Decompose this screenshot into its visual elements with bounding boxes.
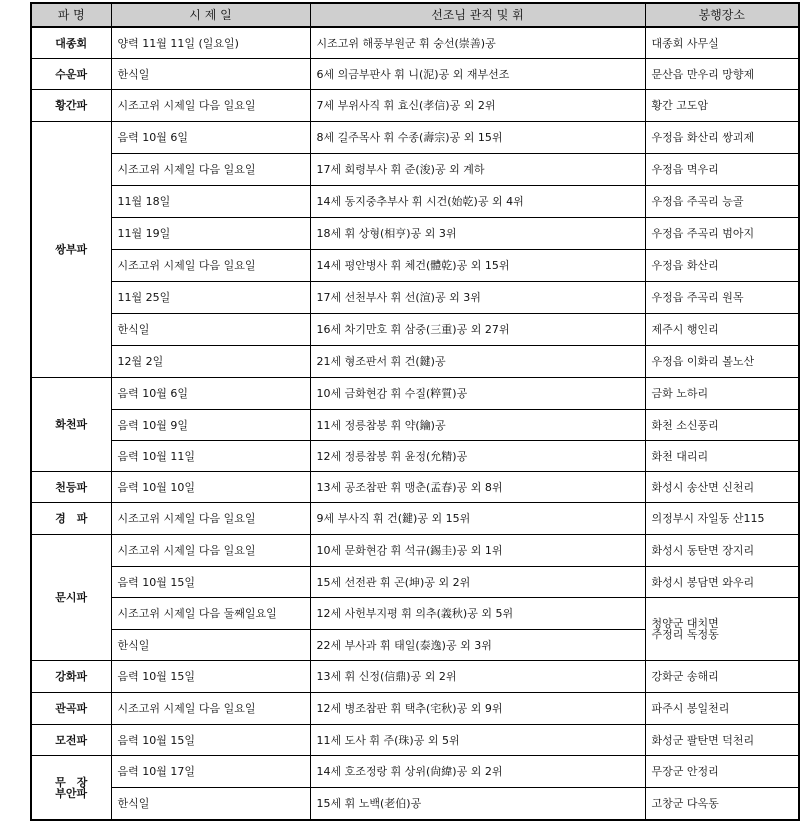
ancestor-cell: 8세 길주목사 휘 수종(壽宗)공 외 15위	[310, 122, 645, 154]
table-row	[31, 59, 799, 90]
header-date: 시 제 일	[111, 3, 310, 27]
place-cell: 황간 고도암	[645, 90, 799, 122]
table-row	[31, 218, 799, 250]
table-row	[31, 378, 799, 410]
ancestor-cell: 10세 문화현감 휘 석규(錫圭)공 외 1위	[310, 535, 645, 567]
branch-cell: 수운파	[31, 59, 111, 90]
table-row	[31, 314, 799, 346]
place-cell: 의정부시 자일동 산115	[645, 503, 799, 535]
ancestor-cell: 10세 금화현감 휘 수질(粹質)공	[310, 378, 645, 410]
sije-schedule-table	[30, 2, 800, 821]
date-cell: 한식일	[111, 788, 310, 821]
date-cell: 12월 2일	[111, 346, 310, 378]
table-row	[31, 598, 799, 630]
ancestor-cell: 17세 회령부사 휘 준(浚)공 외 계하	[310, 154, 645, 186]
branch-cell: 문시파	[31, 535, 111, 661]
ancestor-cell: 13세 휘 신정(信鼎)공 외 2위	[310, 661, 645, 693]
table-row	[31, 90, 799, 122]
place-cell: 화성시 봉담면 와우리	[645, 567, 799, 598]
place-cell: 우정읍 주곡리 범아지	[645, 218, 799, 250]
ancestor-cell: 시조고위 해풍부원군 휘 숭선(崇善)공	[310, 27, 645, 59]
date-cell: 11월 25일	[111, 282, 310, 314]
place-cell: 우정읍 화산리 쌍괴제	[645, 122, 799, 154]
place-cell: 화성시 송산면 신천리	[645, 472, 799, 503]
ancestor-cell: 14세 평안병사 휘 체건(體乾)공 외 15위	[310, 250, 645, 282]
place-cell: 화천 대리리	[645, 441, 799, 472]
table-row	[31, 535, 799, 567]
table-row	[31, 122, 799, 154]
place-cell: 대종회 사무실	[645, 27, 799, 59]
ancestor-cell: 13세 공조참판 휘 맹춘(孟春)공 외 8위	[310, 472, 645, 503]
place-cell: 강화군 송해리	[645, 661, 799, 693]
place-cell: 우정읍 화산리	[645, 250, 799, 282]
place-cell: 제주시 행인리	[645, 314, 799, 346]
date-cell: 한식일	[111, 59, 310, 90]
table-row	[31, 693, 799, 725]
place-cell: 금화 노하리	[645, 378, 799, 410]
date-cell: 양력 11월 11일 (일요일)	[111, 27, 310, 59]
date-cell: 음력 10월 10일	[111, 472, 310, 503]
table-row	[31, 250, 799, 282]
date-cell: 11월 18일	[111, 186, 310, 218]
date-cell: 시조고위 시제일 다음 둘째일요일	[111, 598, 310, 630]
ancestor-cell: 12세 병조참판 휘 택추(宅秋)공 외 9위	[310, 693, 645, 725]
table-row	[31, 410, 799, 441]
date-cell: 시조고위 시제일 다음 일요일	[111, 90, 310, 122]
table-row	[31, 282, 799, 314]
table-row	[31, 154, 799, 186]
branch-cell: 쌍부파	[31, 122, 111, 378]
date-cell: 시조고위 시제일 다음 일요일	[111, 535, 310, 567]
ancestor-cell: 22세 부사과 휘 태일(泰逸)공 외 3위	[310, 630, 645, 661]
place-cell: 우정읍 이화리 볼노산	[645, 346, 799, 378]
branch-cell: 관곡파	[31, 693, 111, 725]
date-cell: 11월 19일	[111, 218, 310, 250]
table-row	[31, 186, 799, 218]
place-cell: 무장군 안정리	[645, 756, 799, 788]
ancestor-cell: 11세 정릉참봉 휘 약(鑰)공	[310, 410, 645, 441]
branch-cell: 황간파	[31, 90, 111, 122]
branch-cell: 강화파	[31, 661, 111, 693]
ancestor-cell: 12세 정릉참봉 휘 윤정(允精)공	[310, 441, 645, 472]
date-cell: 음력 10월 6일	[111, 122, 310, 154]
date-cell: 음력 10월 17일	[111, 756, 310, 788]
table-row	[31, 788, 799, 821]
table-row	[31, 756, 799, 788]
place-cell: 화성군 팔탄면 덕천리	[645, 725, 799, 756]
table-row	[31, 661, 799, 693]
place-cell: 문산읍 만우리 망향제	[645, 59, 799, 90]
place-cell: 우정읍 주곡리 능골	[645, 186, 799, 218]
table-row	[31, 472, 799, 503]
date-cell: 음력 10월 6일	[111, 378, 310, 410]
place-cell: 화성시 동탄면 장지리	[645, 535, 799, 567]
branch-cell: 무 장 부안파	[31, 756, 111, 821]
place-cell: 파주시 봉일천리	[645, 693, 799, 725]
table-row	[31, 27, 799, 59]
ancestor-cell: 6세 의금부판사 휘 니(泥)공 외 재부선조	[310, 59, 645, 90]
branch-cell: 모전파	[31, 725, 111, 756]
branch-cell: 화천파	[31, 378, 111, 472]
header-row	[31, 3, 799, 27]
ancestor-cell: 18세 휘 상형(相亨)공 외 3위	[310, 218, 645, 250]
date-cell: 음력 10월 15일	[111, 725, 310, 756]
ancestor-cell: 15세 선전관 휘 곤(坤)공 외 2위	[310, 567, 645, 598]
ancestor-cell: 16세 차기만호 휘 삼중(三重)공 외 27위	[310, 314, 645, 346]
table-body	[31, 27, 799, 820]
date-cell: 한식일	[111, 314, 310, 346]
date-cell: 음력 10월 15일	[111, 567, 310, 598]
date-cell: 한식일	[111, 630, 310, 661]
ancestor-cell: 7세 부위사직 휘 효신(孝信)공 외 2위	[310, 90, 645, 122]
place-cell: 고창군 다옥동	[645, 788, 799, 821]
place-cell: 우정읍 주곡리 원목	[645, 282, 799, 314]
date-cell: 시조고위 시제일 다음 일요일	[111, 693, 310, 725]
date-cell: 음력 10월 11일	[111, 441, 310, 472]
date-cell: 시조고위 시제일 다음 일요일	[111, 154, 310, 186]
branch-cell: 경 파	[31, 503, 111, 535]
date-cell: 음력 10월 9일	[111, 410, 310, 441]
branch-cell: 천등파	[31, 472, 111, 503]
ancestor-cell: 15세 휘 노백(老伯)공	[310, 788, 645, 821]
table-row	[31, 346, 799, 378]
place-cell: 화천 소신풍리	[645, 410, 799, 441]
ancestor-cell: 17세 선천부사 휘 선(渲)공 외 3위	[310, 282, 645, 314]
header-branch: 파 명	[31, 3, 111, 27]
header-ancestor: 선조님 관직 및 휘	[310, 3, 645, 27]
date-cell: 음력 10월 15일	[111, 661, 310, 693]
ancestor-cell: 9세 부사직 휘 건(鍵)공 외 15위	[310, 503, 645, 535]
ancestor-cell: 21세 형조판서 휘 건(鍵)공	[310, 346, 645, 378]
date-cell: 시조고위 시제일 다음 일요일	[111, 250, 310, 282]
place-cell: 우정읍 멱우리	[645, 154, 799, 186]
ancestor-cell: 14세 동지중추부사 휘 시건(始乾)공 외 4위	[310, 186, 645, 218]
branch-cell: 대종회	[31, 27, 111, 59]
ancestor-cell: 11세 도사 휘 주(珠)공 외 5위	[310, 725, 645, 756]
date-cell: 시조고위 시제일 다음 일요일	[111, 503, 310, 535]
table-row	[31, 503, 799, 535]
header-place: 봉행장소	[645, 3, 799, 27]
table-row	[31, 567, 799, 598]
place-cell: 청양군 대치면 주정리 독정동	[645, 598, 799, 661]
ancestor-cell: 12세 사헌부지평 휘 의추(義秋)공 외 5위	[310, 598, 645, 630]
table-row	[31, 725, 799, 756]
table-row	[31, 441, 799, 472]
ancestor-cell: 14세 호조정랑 휘 상위(尙緯)공 외 2위	[310, 756, 645, 788]
